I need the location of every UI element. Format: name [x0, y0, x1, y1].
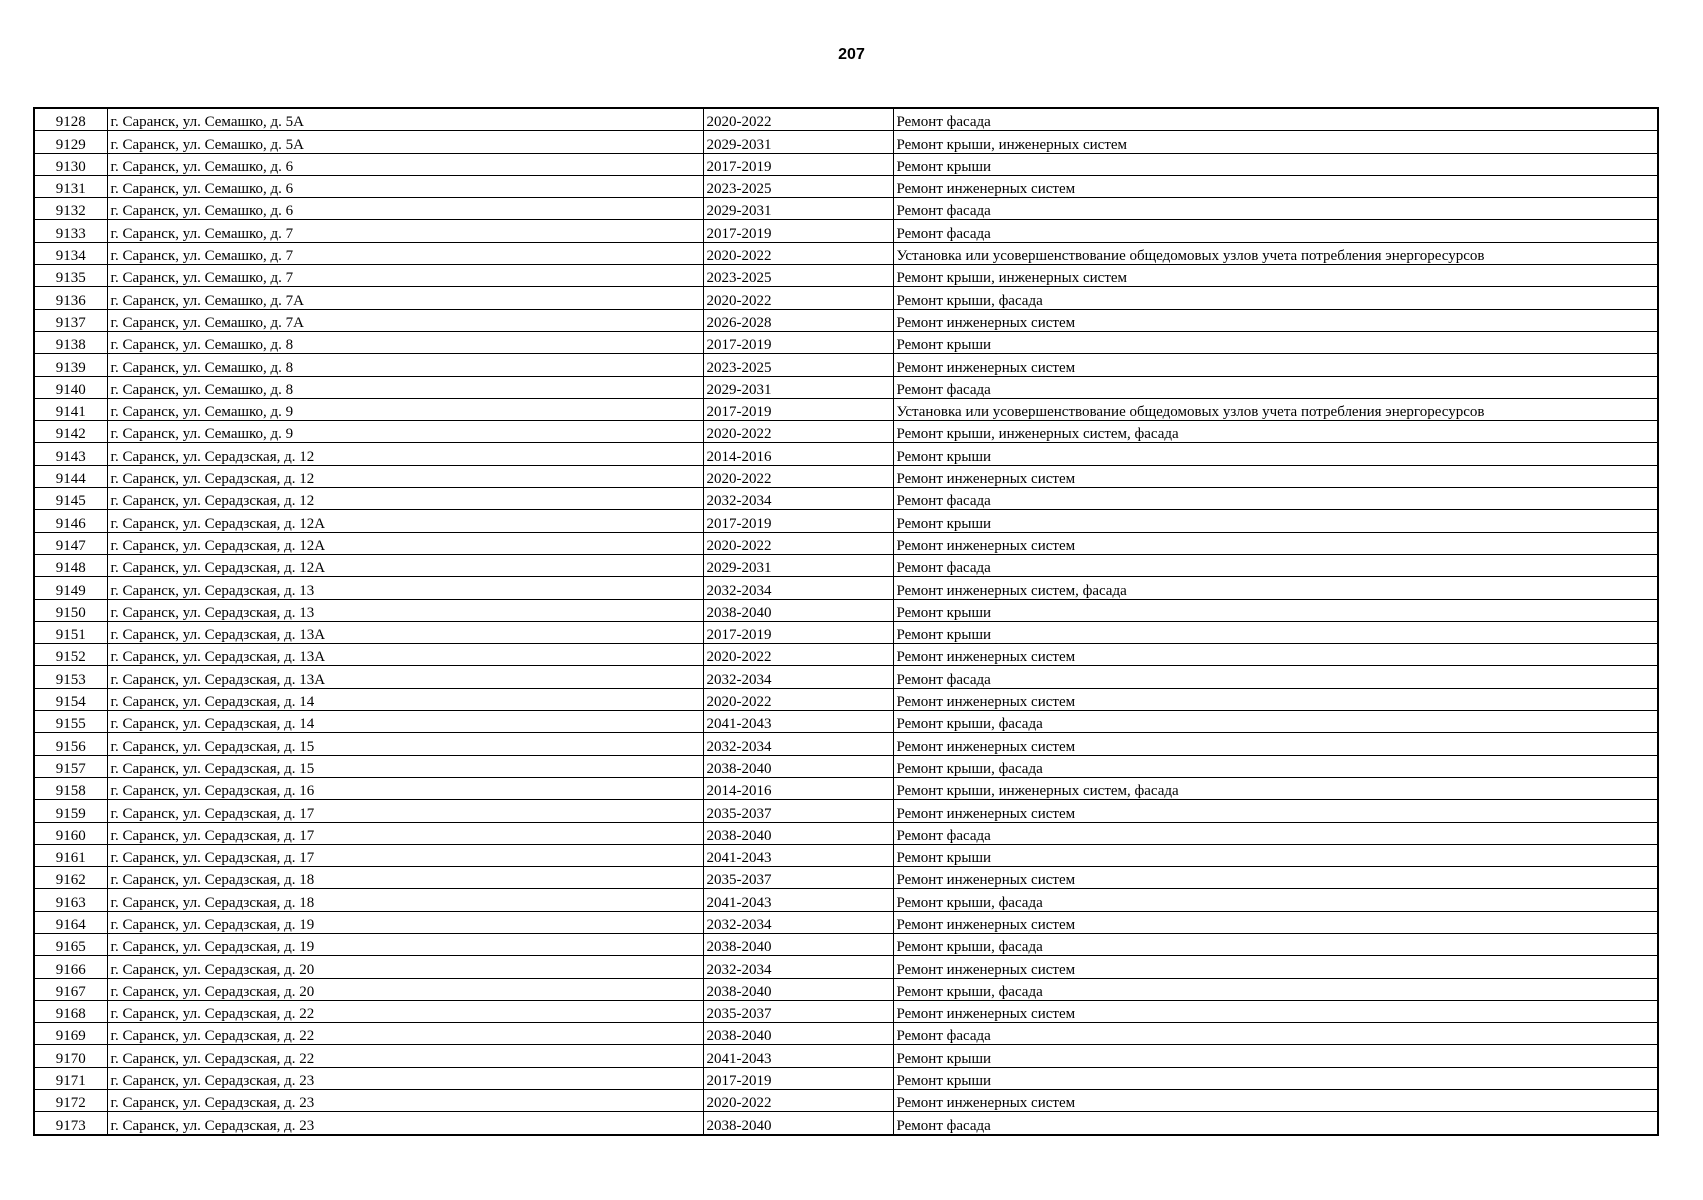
work-type-cell: Ремонт крыши, фасада [893, 978, 1658, 1000]
work-type-cell: Ремонт инженерных систем [893, 532, 1658, 554]
table-row [34, 666, 1658, 688]
table-row [34, 599, 1658, 621]
period-cell: 2038-2040 [703, 1023, 893, 1045]
row-number-cell: 9130 [34, 153, 107, 175]
address-cell: г. Саранск, ул. Семашко, д. 8 [107, 376, 703, 398]
period-cell: 2020-2022 [703, 1090, 893, 1112]
work-type-cell: Ремонт инженерных систем [893, 867, 1658, 889]
work-type-cell: Ремонт крыши [893, 443, 1658, 465]
work-type-cell: Ремонт крыши, фасада [893, 889, 1658, 911]
row-number-cell: 9143 [34, 443, 107, 465]
row-number-cell: 9140 [34, 376, 107, 398]
row-number-cell: 9156 [34, 733, 107, 755]
period-cell: 2035-2037 [703, 1000, 893, 1022]
period-cell: 2041-2043 [703, 844, 893, 866]
table-row [34, 265, 1658, 287]
work-type-cell: Установка или усовершенствование общедомовых узлов учета потребления энергоресурсов [893, 242, 1658, 264]
address-cell: г. Саранск, ул. Серадзская, д. 23 [107, 1090, 703, 1112]
work-type-cell: Ремонт инженерных систем [893, 1090, 1658, 1112]
work-type-cell: Ремонт инженерных систем [893, 911, 1658, 933]
row-number-cell: 9132 [34, 198, 107, 220]
address-cell: г. Саранск, ул. Семашко, д. 8 [107, 354, 703, 376]
row-number-cell: 9164 [34, 911, 107, 933]
work-type-cell: Ремонт фасада [893, 822, 1658, 844]
table-row [34, 867, 1658, 889]
row-number-cell: 9135 [34, 265, 107, 287]
address-cell: г. Саранск, ул. Серадзская, д. 22 [107, 1023, 703, 1045]
row-number-cell: 9152 [34, 644, 107, 666]
work-type-cell: Ремонт фасада [893, 488, 1658, 510]
table-row [34, 889, 1658, 911]
work-type-cell: Ремонт инженерных систем [893, 644, 1658, 666]
address-cell: г. Саранск, ул. Семашко, д. 9 [107, 398, 703, 420]
work-type-cell: Ремонт крыши, инженерных систем, фасада [893, 421, 1658, 443]
row-number-cell: 9134 [34, 242, 107, 264]
page-number: 207 [838, 46, 865, 63]
row-number-cell: 9147 [34, 532, 107, 554]
period-cell: 2038-2040 [703, 933, 893, 955]
work-type-cell: Ремонт инженерных систем [893, 956, 1658, 978]
address-cell: г. Саранск, ул. Серадзская, д. 13А [107, 621, 703, 643]
work-type-cell: Ремонт крыши, инженерных систем [893, 131, 1658, 153]
period-cell: 2032-2034 [703, 666, 893, 688]
row-number-cell: 9139 [34, 354, 107, 376]
period-cell: 2020-2022 [703, 532, 893, 554]
table-row [34, 153, 1658, 175]
period-cell: 2020-2022 [703, 644, 893, 666]
work-type-cell: Ремонт инженерных систем [893, 309, 1658, 331]
period-cell: 2032-2034 [703, 577, 893, 599]
work-type-cell: Ремонт инженерных систем, фасада [893, 577, 1658, 599]
address-cell: г. Саранск, ул. Семашко, д. 7 [107, 242, 703, 264]
row-number-cell: 9171 [34, 1067, 107, 1089]
table-row [34, 398, 1658, 420]
period-cell: 2014-2016 [703, 443, 893, 465]
period-cell: 2017-2019 [703, 621, 893, 643]
address-cell: г. Саранск, ул. Серадзская, д. 13А [107, 644, 703, 666]
row-number-cell: 9137 [34, 309, 107, 331]
work-type-cell: Ремонт инженерных систем [893, 1000, 1658, 1022]
table-row [34, 421, 1658, 443]
period-cell: 2014-2016 [703, 777, 893, 799]
work-type-cell: Ремонт крыши [893, 599, 1658, 621]
row-number-cell: 9141 [34, 398, 107, 420]
row-number-cell: 9168 [34, 1000, 107, 1022]
work-type-cell: Ремонт фасада [893, 1112, 1658, 1135]
table-row [34, 800, 1658, 822]
period-cell: 2032-2034 [703, 911, 893, 933]
table-row [34, 309, 1658, 331]
table-row [34, 911, 1658, 933]
period-cell: 2032-2034 [703, 733, 893, 755]
address-cell: г. Саранск, ул. Серадзская, д. 13 [107, 577, 703, 599]
table-row [34, 198, 1658, 220]
address-cell: г. Саранск, ул. Серадзская, д. 12А [107, 554, 703, 576]
table-row [34, 532, 1658, 554]
table-row [34, 956, 1658, 978]
row-number-cell: 9166 [34, 956, 107, 978]
period-cell: 2017-2019 [703, 220, 893, 242]
row-number-cell: 9157 [34, 755, 107, 777]
period-cell: 2020-2022 [703, 421, 893, 443]
address-cell: г. Саранск, ул. Серадзская, д. 12А [107, 510, 703, 532]
period-cell: 2023-2025 [703, 354, 893, 376]
period-cell: 2029-2031 [703, 554, 893, 576]
row-number-cell: 9146 [34, 510, 107, 532]
table-row [34, 621, 1658, 643]
address-cell: г. Саранск, ул. Серадзская, д. 12 [107, 465, 703, 487]
row-number-cell: 9128 [34, 108, 107, 131]
table-row [34, 711, 1658, 733]
period-cell: 2035-2037 [703, 800, 893, 822]
address-cell: г. Саранск, ул. Серадзская, д. 19 [107, 911, 703, 933]
period-cell: 2038-2040 [703, 822, 893, 844]
address-cell: г. Саранск, ул. Серадзская, д. 15 [107, 733, 703, 755]
address-cell: г. Саранск, ул. Семашко, д. 5А [107, 108, 703, 131]
period-cell: 2023-2025 [703, 265, 893, 287]
work-type-cell: Ремонт крыши [893, 621, 1658, 643]
table-row [34, 443, 1658, 465]
table-row [34, 822, 1658, 844]
period-cell: 2038-2040 [703, 755, 893, 777]
table-row [34, 465, 1658, 487]
table-row [34, 844, 1658, 866]
table-row [34, 1045, 1658, 1067]
address-cell: г. Саранск, ул. Семашко, д. 7А [107, 287, 703, 309]
work-type-cell: Ремонт фасада [893, 198, 1658, 220]
period-cell: 2017-2019 [703, 510, 893, 532]
address-cell: г. Саранск, ул. Серадзская, д. 20 [107, 978, 703, 1000]
row-number-cell: 9172 [34, 1090, 107, 1112]
period-cell: 2032-2034 [703, 956, 893, 978]
table-body [34, 108, 1658, 1135]
work-type-cell: Ремонт крыши [893, 153, 1658, 175]
address-cell: г. Саранск, ул. Серадзская, д. 23 [107, 1112, 703, 1135]
work-type-cell: Ремонт инженерных систем [893, 354, 1658, 376]
table-row [34, 1023, 1658, 1045]
address-cell: г. Саранск, ул. Серадзская, д. 15 [107, 755, 703, 777]
address-cell: г. Саранск, ул. Серадзская, д. 14 [107, 711, 703, 733]
address-cell: г. Саранск, ул. Серадзская, д. 13А [107, 666, 703, 688]
work-type-cell: Ремонт фасада [893, 108, 1658, 131]
row-number-cell: 9138 [34, 331, 107, 353]
table-row [34, 220, 1658, 242]
period-cell: 2041-2043 [703, 711, 893, 733]
row-number-cell: 9144 [34, 465, 107, 487]
period-cell: 2026-2028 [703, 309, 893, 331]
table-row [34, 978, 1658, 1000]
table-row [34, 577, 1658, 599]
period-cell: 2038-2040 [703, 599, 893, 621]
row-number-cell: 9170 [34, 1045, 107, 1067]
row-number-cell: 9131 [34, 175, 107, 197]
row-number-cell: 9162 [34, 867, 107, 889]
row-number-cell: 9148 [34, 554, 107, 576]
period-cell: 2020-2022 [703, 242, 893, 264]
table-row [34, 108, 1658, 131]
work-type-cell: Ремонт крыши, фасада [893, 755, 1658, 777]
work-type-cell: Ремонт инженерных систем [893, 800, 1658, 822]
row-number-cell: 9149 [34, 577, 107, 599]
address-cell: г. Саранск, ул. Серадзская, д. 22 [107, 1045, 703, 1067]
period-cell: 2029-2031 [703, 376, 893, 398]
period-cell: 2029-2031 [703, 131, 893, 153]
work-type-cell: Ремонт крыши [893, 844, 1658, 866]
address-cell: г. Саранск, ул. Семашко, д. 7 [107, 265, 703, 287]
period-cell: 2038-2040 [703, 978, 893, 1000]
address-cell: г. Саранск, ул. Семашко, д. 5А [107, 131, 703, 153]
table-row [34, 733, 1658, 755]
address-cell: г. Саранск, ул. Серадзская, д. 23 [107, 1067, 703, 1089]
table-row [34, 1067, 1658, 1089]
period-cell: 2017-2019 [703, 153, 893, 175]
table-row [34, 755, 1658, 777]
work-type-cell: Ремонт крыши [893, 331, 1658, 353]
address-cell: г. Саранск, ул. Серадзская, д. 17 [107, 800, 703, 822]
address-cell: г. Саранск, ул. Семашко, д. 9 [107, 421, 703, 443]
period-cell: 2020-2022 [703, 287, 893, 309]
period-cell: 2041-2043 [703, 889, 893, 911]
period-cell: 2032-2034 [703, 488, 893, 510]
period-cell: 2035-2037 [703, 867, 893, 889]
address-cell: г. Саранск, ул. Серадзская, д. 18 [107, 867, 703, 889]
row-number-cell: 9153 [34, 666, 107, 688]
row-number-cell: 9163 [34, 889, 107, 911]
address-cell: г. Саранск, ул. Серадзская, д. 19 [107, 933, 703, 955]
address-cell: г. Саранск, ул. Семашко, д. 6 [107, 198, 703, 220]
address-cell: г. Саранск, ул. Серадзская, д. 13 [107, 599, 703, 621]
work-type-cell: Ремонт фасада [893, 220, 1658, 242]
period-cell: 2020-2022 [703, 688, 893, 710]
row-number-cell: 9160 [34, 822, 107, 844]
table-row [34, 287, 1658, 309]
address-cell: г. Саранск, ул. Серадзская, д. 12 [107, 443, 703, 465]
table-row [34, 688, 1658, 710]
table-row [34, 510, 1658, 532]
period-cell: 2023-2025 [703, 175, 893, 197]
row-number-cell: 9133 [34, 220, 107, 242]
work-type-cell: Ремонт инженерных систем [893, 688, 1658, 710]
table-row [34, 933, 1658, 955]
row-number-cell: 9169 [34, 1023, 107, 1045]
row-number-cell: 9145 [34, 488, 107, 510]
work-type-cell: Ремонт крыши [893, 1045, 1658, 1067]
address-cell: г. Саранск, ул. Серадзская, д. 12 [107, 488, 703, 510]
row-number-cell: 9155 [34, 711, 107, 733]
period-cell: 2029-2031 [703, 198, 893, 220]
address-cell: г. Саранск, ул. Серадзская, д. 22 [107, 1000, 703, 1022]
table-row [34, 131, 1658, 153]
address-cell: г. Саранск, ул. Семашко, д. 6 [107, 153, 703, 175]
address-cell: г. Саранск, ул. Серадзская, д. 18 [107, 889, 703, 911]
work-type-cell: Ремонт крыши, фасада [893, 287, 1658, 309]
table-row [34, 777, 1658, 799]
address-cell: г. Саранск, ул. Серадзская, д. 20 [107, 956, 703, 978]
row-number-cell: 9129 [34, 131, 107, 153]
period-cell: 2041-2043 [703, 1045, 893, 1067]
period-cell: 2020-2022 [703, 465, 893, 487]
table-row [34, 1112, 1658, 1135]
period-cell: 2017-2019 [703, 1067, 893, 1089]
address-cell: г. Саранск, ул. Серадзская, д. 17 [107, 844, 703, 866]
address-cell: г. Саранск, ул. Серадзская, д. 17 [107, 822, 703, 844]
work-type-cell: Ремонт фасада [893, 1023, 1658, 1045]
row-number-cell: 9158 [34, 777, 107, 799]
table-row [34, 376, 1658, 398]
work-type-cell: Ремонт крыши, фасада [893, 933, 1658, 955]
table-row [34, 488, 1658, 510]
row-number-cell: 9161 [34, 844, 107, 866]
table-row [34, 644, 1658, 666]
table-row [34, 331, 1658, 353]
address-cell: г. Саранск, ул. Семашко, д. 6 [107, 175, 703, 197]
work-type-cell: Ремонт фасада [893, 554, 1658, 576]
table-row [34, 354, 1658, 376]
work-type-cell: Установка или усовершенствование общедомовых узлов учета потребления энергоресурсов [893, 398, 1658, 420]
row-number-cell: 9173 [34, 1112, 107, 1135]
row-number-cell: 9167 [34, 978, 107, 1000]
row-number-cell: 9151 [34, 621, 107, 643]
table-row [34, 554, 1658, 576]
address-cell: г. Саранск, ул. Семашко, д. 7А [107, 309, 703, 331]
work-type-cell: Ремонт инженерных систем [893, 175, 1658, 197]
table-row [34, 242, 1658, 264]
work-type-cell: Ремонт крыши, фасада [893, 711, 1658, 733]
address-cell: г. Саранск, ул. Семашко, д. 8 [107, 331, 703, 353]
row-number-cell: 9150 [34, 599, 107, 621]
period-cell: 2038-2040 [703, 1112, 893, 1135]
table-row [34, 1090, 1658, 1112]
work-type-cell: Ремонт инженерных систем [893, 733, 1658, 755]
work-type-cell: Ремонт крыши [893, 510, 1658, 532]
table-row [34, 175, 1658, 197]
work-type-cell: Ремонт крыши, инженерных систем, фасада [893, 777, 1658, 799]
repair-schedule-table [33, 107, 1659, 1136]
address-cell: г. Саранск, ул. Серадзская, д. 16 [107, 777, 703, 799]
period-cell: 2017-2019 [703, 331, 893, 353]
row-number-cell: 9165 [34, 933, 107, 955]
work-type-cell: Ремонт фасада [893, 376, 1658, 398]
period-cell: 2017-2019 [703, 398, 893, 420]
address-cell: г. Саранск, ул. Семашко, д. 7 [107, 220, 703, 242]
work-type-cell: Ремонт крыши [893, 1067, 1658, 1089]
work-type-cell: Ремонт инженерных систем [893, 465, 1658, 487]
period-cell: 2020-2022 [703, 108, 893, 131]
row-number-cell: 9136 [34, 287, 107, 309]
row-number-cell: 9154 [34, 688, 107, 710]
row-number-cell: 9142 [34, 421, 107, 443]
work-type-cell: Ремонт крыши, инженерных систем [893, 265, 1658, 287]
work-type-cell: Ремонт фасада [893, 666, 1658, 688]
address-cell: г. Саранск, ул. Серадзская, д. 12А [107, 532, 703, 554]
table-row [34, 1000, 1658, 1022]
address-cell: г. Саранск, ул. Серадзская, д. 14 [107, 688, 703, 710]
row-number-cell: 9159 [34, 800, 107, 822]
